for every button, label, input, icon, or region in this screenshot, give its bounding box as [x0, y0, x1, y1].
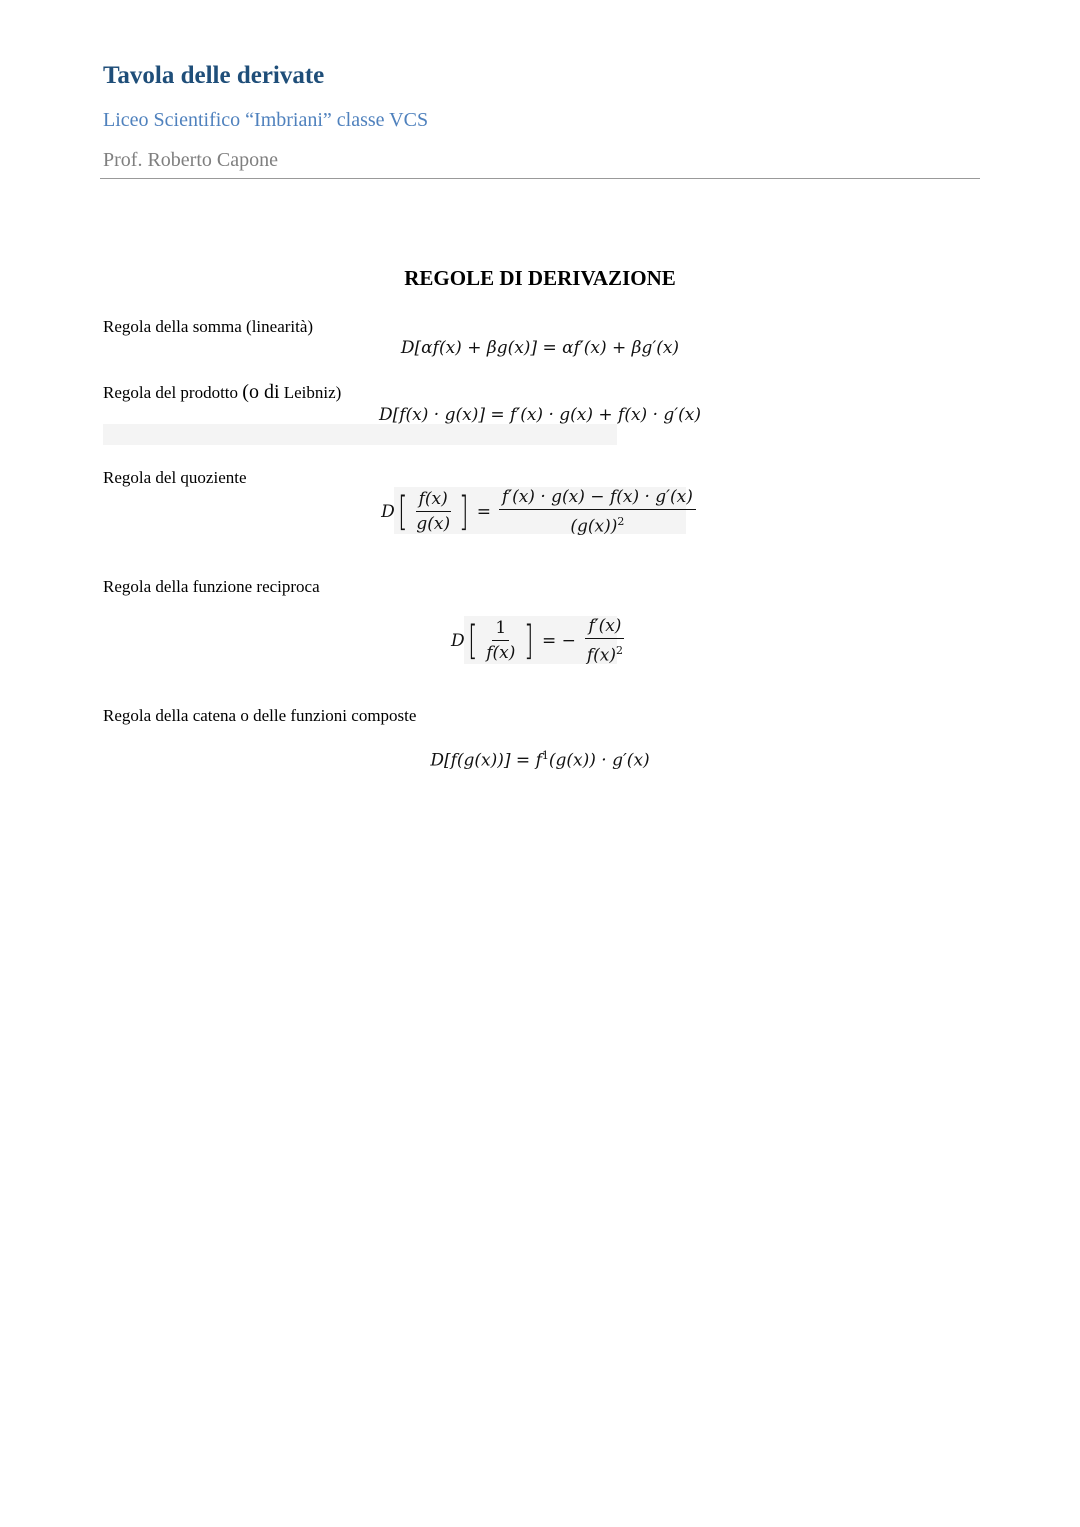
reciprocal-rule-label: Regola della funzione reciproca [103, 577, 320, 596]
quotient-rule-formula: D[ $\frac{f(x)}{g(x)}$ ] = $\frac{f'(x) \cdot g(x) - f(x) \cdot g'(x)}{(g(x))^2}$ [0, 486, 1080, 538]
chain-rule-formula: $D[f(g(x))] = f^1(g(x)) \cdot g'(x)$ [430, 749, 650, 771]
sum-rule-formula: D[αf(x) + βg(x)] = αf′(x) + βg′(x) [400, 338, 680, 358]
quotient-rule-label: Regola del quoziente [103, 468, 247, 487]
product-rule-label-paren: (o di [242, 381, 280, 403]
product-rule-label-end: Leibniz) [279, 383, 342, 402]
product-rule-formula: D[f(x) · g(x)] = f′(x) · g(x) + f(x) · g′(x) [379, 405, 701, 425]
reciprocal-rule-formula: D[ $\frac{1}{f(x)}$ ] = − $\frac{f'(x)}{f(x)^2}$ [450, 616, 624, 666]
document-subtitle: Liceo Scientifico “Imbriani” classe VCS [103, 109, 429, 131]
header-divider [100, 178, 980, 179]
formula-highlight [103, 424, 617, 445]
product-rule-label-start: Regola del prodotto [103, 383, 243, 402]
page-title: Tavola delle derivate [103, 62, 325, 89]
document-author: Prof. Roberto Capone [103, 149, 278, 171]
chain-rule-label: Regola della catena o delle funzioni composte [103, 706, 417, 725]
product-rule-label [103, 381, 341, 404]
section-heading: REGOLE DI DERIVAZIONE [404, 266, 676, 290]
sum-rule-label: Regola della somma (linearità) [103, 317, 314, 336]
